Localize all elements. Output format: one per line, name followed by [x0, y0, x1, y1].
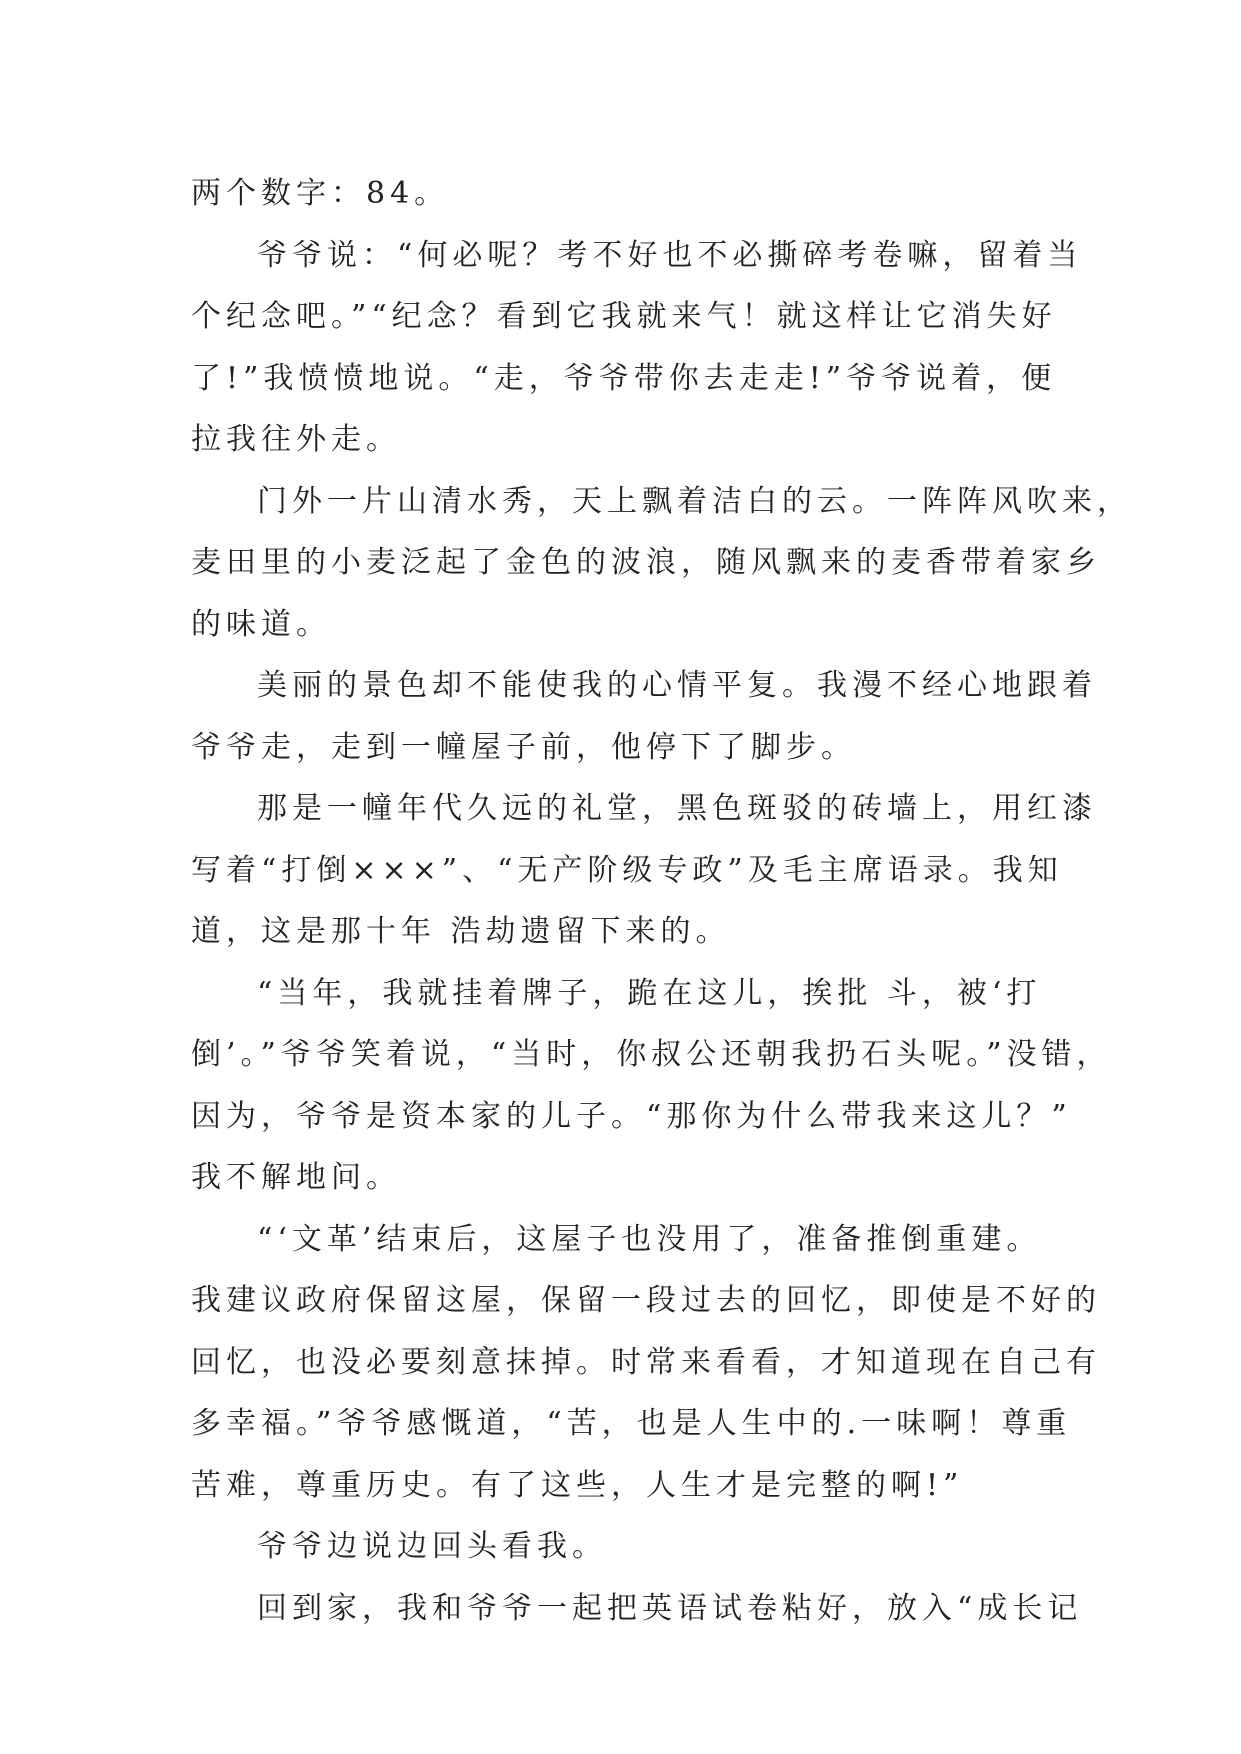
text-line: 的味道。: [191, 606, 331, 642]
text-line: 倒’。”爷爷笑着说，“当时，你叔公还朝我扔石头呢。”没错，: [191, 1037, 1112, 1072]
text-line: 爷爷说：“何必呢？考不好也不必撕碎考卷嘛，留着当: [257, 237, 1083, 273]
text-line: 回到家，我和爷爷一起把英语试卷粘好，放入“成长记: [257, 1590, 1083, 1626]
text-line: 道，这是那十年 浩劫遗留下来的。: [191, 914, 731, 949]
text-line: 门外一片山清水秀，天上飘着洁白的云。一阵阵风吹来，: [257, 483, 1132, 519]
text-line: 苦难，尊重历史。有了这些，人生才是完整的啊!”: [191, 1467, 964, 1503]
text-line: “‘文革’结束后，这屋子也没用了，准备推倒重建。: [257, 1221, 1042, 1257]
text-line: 回忆，也没必要刻意抹掉。时常来看看，才知道现在自己有: [191, 1344, 1101, 1380]
text-line: 我建议政府保留这屋，保留一段过去的回忆，即使是不好的: [191, 1283, 1101, 1318]
text-line: 了!”我愤愤地说。“走，爷爷带你去走走!”爷爷说着，便: [191, 360, 1057, 396]
text-line: 因为，爷爷是资本家的儿子。“那你为什么带我来这儿？”: [191, 1098, 1072, 1134]
text-line: 写着“打倒×××”、“无产阶级专政”及毛主席语录。我知: [191, 852, 1063, 888]
text-line: 我不解地问。: [191, 1160, 401, 1195]
text-line: 美丽的景色却不能使我的心情平复。我漫不经心地跟着: [257, 668, 1097, 703]
text-line: 拉我往外走。: [191, 422, 401, 457]
text-line: “当年，我就挂着牌子，跪在这儿，挨批 斗，被‘打: [257, 975, 1042, 1011]
text-line: 两个数字：84。: [191, 176, 450, 211]
text-line: 麦田里的小麦泛起了金色的波浪，随风飘来的麦香带着家乡: [191, 545, 1101, 580]
text-line: 多幸福。”爷爷感慨道，“苦，也是人生中的.一味啊！尊重: [191, 1406, 1072, 1441]
text-line: 个纪念吧。”“纪念？看到它我就来气！就这样让它消失好: [191, 299, 1057, 334]
text-line: 爷爷边说边回头看我。: [257, 1529, 607, 1564]
text-line: 爷爷走，走到一幢屋子前，他停下了脚步。: [191, 729, 856, 765]
document-text: [191, 163, 1132, 1639]
text-line: 那是一幢年代久远的礼堂，黑色斑驳的砖墙上，用红漆: [257, 791, 1097, 826]
